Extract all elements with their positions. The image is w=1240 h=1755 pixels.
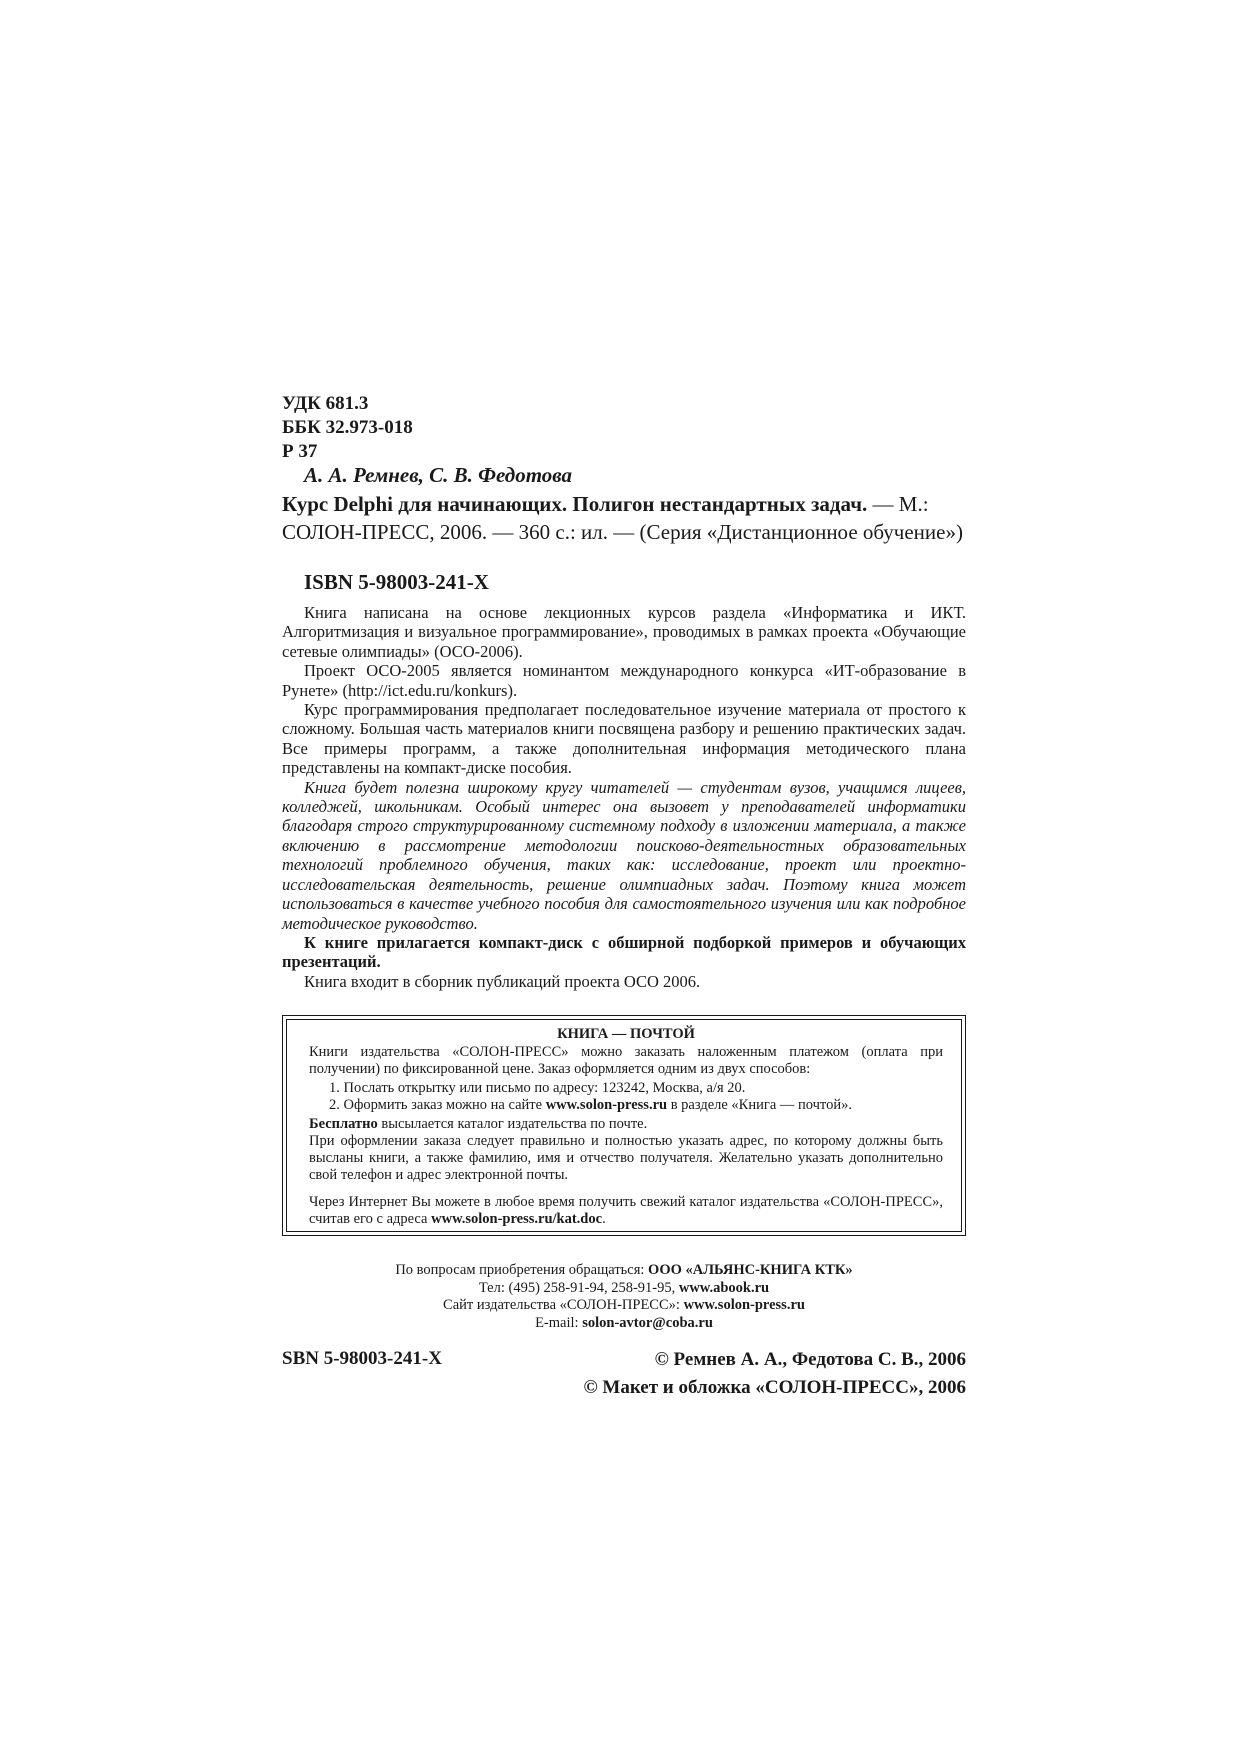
email-link[interactable]: solon-avtor@coba.ru [582,1314,713,1331]
abstract-paragraph: Книга написана на основе лекционных курсов раздела «Информатика и ИКТ. Алгоритмизация и визуальное программирование», проводимых в рамках проекта «Обучающие сетевые олимпиады» (ОСО-2006). [282,603,966,661]
list-item-text: 2. Оформить заказ можно на сайте [329,1097,546,1113]
contact-line [282,1280,966,1298]
contact-line [282,1315,966,1333]
book-title: Курс Delphi для начинающих. Полигон нестандартных задач. [282,492,868,516]
contact-line [282,1297,966,1315]
abstract [282,603,966,991]
abstract-paragraph: Проект ОСО-2005 является номинантом международного конкурса «ИТ-образование в Рунете» (http://ict.edu.ru/konkurs). [282,661,966,700]
distributor-site-link[interactable]: www.abook.ru [678,1279,770,1296]
author-sign-code: Р 37 [282,441,318,462]
isbn: ISBN 5-98003-241-X [304,570,489,594]
abstract-paragraph: Книга входит в сборник публикаций проекта ОСО 2006. [304,971,701,991]
internet-catalog-note [309,1194,943,1228]
contact-label: Тел: (495) 258-91-94, 258-91-95, [478,1279,679,1296]
list-item: 1. Послать открытку или письмо по адресу: 123242, Москва, а/я 20. [329,1080,746,1096]
udk-code: УДК 681.3 [282,393,369,414]
publisher-site-link[interactable]: www.solon-press.ru [545,1097,668,1113]
mail-order-box-inner [286,1019,962,1232]
free-catalog-note [309,1116,943,1133]
distributor-name: ООО «АЛЬЯНС-КНИГА КТК» [648,1262,853,1278]
bbk-code: ББК 32.973-018 [282,417,413,438]
book-imprint: — М.: СОЛОН-ПРЕСС, 2006. — 360 с.: ил. — (Серия «Дистанционное обучение») [282,492,963,544]
free-label: Бесплатно [309,1116,378,1132]
copyright-notice [583,1346,966,1402]
free-text: высылается каталог издательства по почте. [377,1116,648,1132]
contact-label: E-mail: [535,1314,583,1331]
classification-codes [282,392,966,464]
abstract-paragraph-italic: Книга будет полезна широкому кругу читателей — студентам вузов, учащимся лицеев, колледжей, школьникам. Особый интерес она вызовет у преподавателей информатики благодаря строго структурированному системному подходу в изложении материала, а также включению в рассмотрение методологии поисково-деятельностных образовательных технологий проблемного обучения, таких как: исследование, проект или проектно-исследовательская деятельность, решение олимпиадных задач. Поэтому книга может использоваться в качестве учебного пособия для самостоятельного изучения или как подробное методическое руководство. [282,777,966,933]
mail-order-intro: Книги издательства «СОЛОН-ПРЕСС» можно заказать наложенным платежом (оплата при получении) по фиксированной цене. Заказ оформляется одним из двух способов: [309,1044,943,1077]
internet-text: Через Интернет Вы можете в любое время получить свежий каталог издательства «СОЛОН-ПРЕСС», считав его с адреса [309,1194,943,1227]
contact-label: По вопросам приобретения обращаться: [395,1262,649,1278]
internet-text-end: . [602,1211,606,1227]
authors: А. А. Ремнев, С. В. Федотова [304,463,573,487]
catalog-link[interactable]: www.solon-press.ru/kat.doc [431,1211,603,1227]
list-item [329,1097,943,1114]
abstract-paragraph: Курс программирования предполагает последовательное изучение материала от простого к сложному. Большая часть материалов книги посвящена разбору и решению практических задач. Все примеры программ, а также дополнительная информация методического плана представлены на компакт-диске пособия. [282,700,966,778]
mail-order-list [309,1080,943,1114]
mail-order-box [282,1015,966,1236]
spacer [309,1184,943,1194]
bibliographic-title [282,490,966,546]
abstract-paragraph-bold: К книге прилагается компакт-диск с обширной подборкой примеров и обучающих презентаций. [282,932,966,972]
contact-line [282,1262,966,1280]
contact-label: Сайт издательства «СОЛОН-ПРЕСС»: [443,1297,684,1313]
publisher-site-link[interactable]: www.solon-press.ru [683,1297,805,1313]
copyright-authors: © Ремнев А. А., Федотова С. В., 2006 [654,1349,966,1370]
copyright-layout: © Макет и обложка «СОЛОН-ПРЕСС», 2006 [583,1377,966,1398]
purchase-contacts [282,1262,966,1332]
order-instructions: При оформлении заказа следует правильно и полностью указать адрес, по которому должны быть высланы книги, а также фамилию, имя и отчество получателя. Желательно указать дополнительно свой телефон и адрес электронной почты. [309,1133,943,1183]
footer-isbn: SBN 5-98003-241-X [282,1348,442,1369]
list-item-text: в разделе «Книга — почтой». [667,1097,852,1113]
mail-order-heading: КНИГА — ПОЧТОЙ [557,1026,695,1042]
